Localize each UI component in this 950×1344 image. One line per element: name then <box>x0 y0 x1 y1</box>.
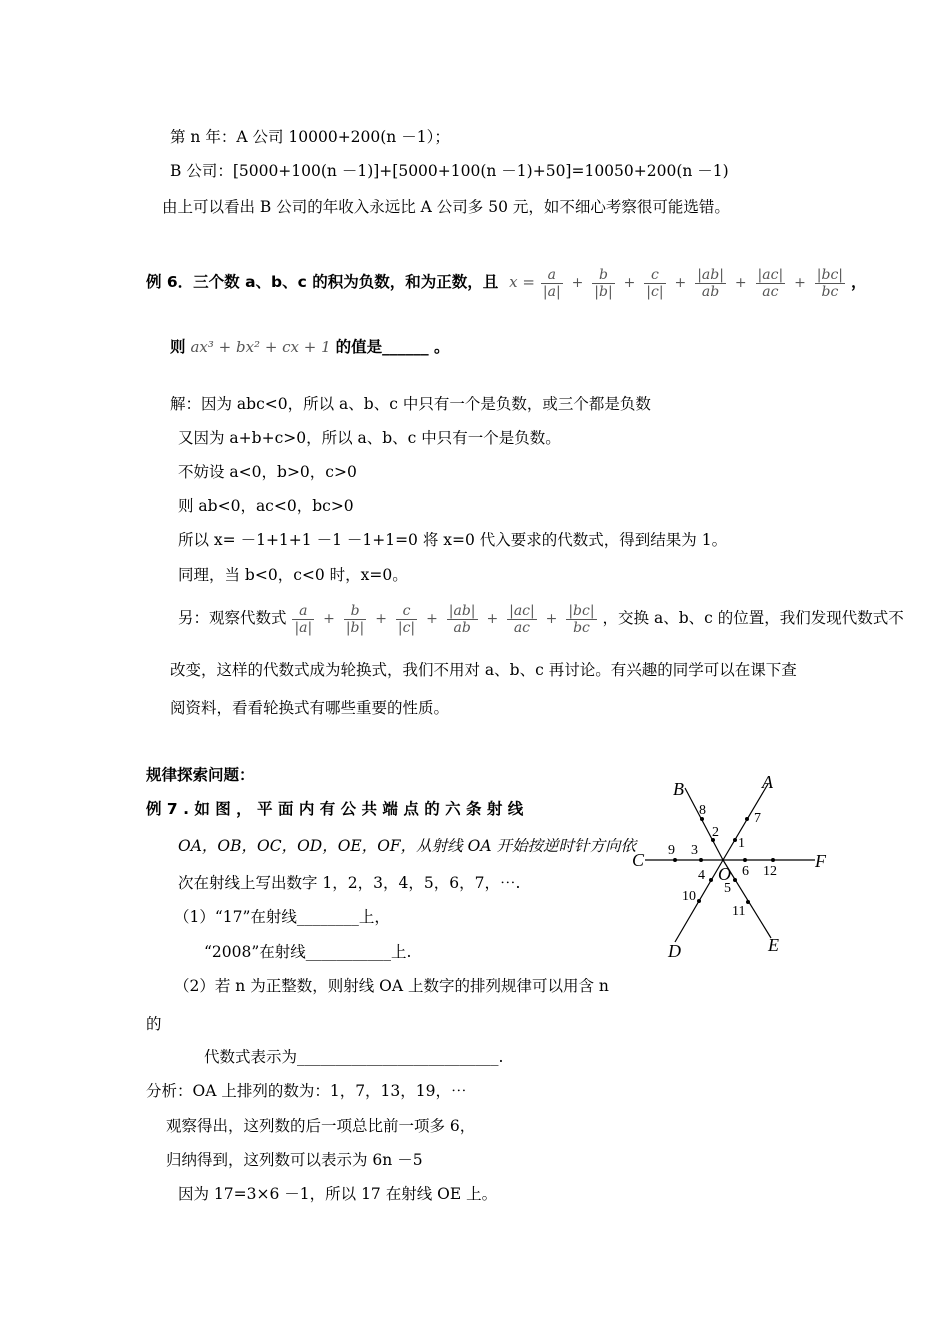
label-E: E <box>768 935 779 955</box>
example-6-title: 例 6．三个数 a、b、c 的积为负数，和为正数，且 <box>146 273 499 291</box>
solution-line-6: 同理，当 b<0，c<0 时，x=0。 <box>178 566 408 584</box>
question-2b: 的 <box>146 1015 162 1033</box>
fraction-2: $\frac{b}{|b|}$ <box>594 266 613 300</box>
solution-line-9: 阅资料，看看轮换式有哪些重要的性质。 <box>170 699 450 717</box>
intro-line-2: B 公司：[5000+100(n －1)]+[5000+100(n －1)+50]=10050+200(n －1) <box>170 162 729 180</box>
label-C: C <box>632 850 645 870</box>
analysis-line-1: 分析：OA 上排列的数为：1，7，13，19，⋯ <box>146 1082 467 1100</box>
num-6: 6 <box>742 864 749 879</box>
dot-5 <box>733 878 737 882</box>
dot-11 <box>746 900 750 904</box>
intro-line-3: 由上可以看出 B 公司的年收入永远比 A 公司多 50 元，如不细心考察很可能选错。 <box>162 198 730 216</box>
solution-line-5: 所以 x= －1+1+1 －1 －1+1=0 将 x=0 代入要求的代数式，得到结果为 1。 <box>178 531 728 549</box>
example-7-line-1: 例 7 . 如 图 ， 平 面 内 有 公 共 端 点 的 六 条 射 线 <box>146 800 524 818</box>
num-3: 3 <box>691 843 698 858</box>
intro-line-1: 第 n 年：A 公司 10000+200(n －1）； <box>170 128 450 146</box>
solution-line-8: 改变，这样的代数式成为轮换式，我们不用对 a、b、c 再讨论。有兴趣的同学可以在课下查 <box>170 661 797 679</box>
num-4: 4 <box>698 868 705 883</box>
num-1: 1 <box>738 836 745 851</box>
label-A: A <box>762 772 773 792</box>
fraction-5: $\frac{|ac|}{ac}$ <box>757 266 784 300</box>
dot-3 <box>699 858 703 862</box>
label-O: O <box>718 864 731 884</box>
fraction-1: $\frac{a}{|a|}$ <box>542 266 561 300</box>
analysis-line-4: 因为 17=3×6 －1，所以 17 在射线 OE 上。 <box>178 1185 498 1203</box>
num-5: 5 <box>724 881 731 896</box>
num-7: 7 <box>754 811 761 826</box>
dot-9 <box>673 858 677 862</box>
fraction-4: $\frac{|ab|}{ab}$ <box>697 266 724 300</box>
rays-figure <box>625 768 845 968</box>
polynomial: ax³ + bx² + cx + 1 <box>190 338 331 356</box>
num-10: 10 <box>682 889 696 904</box>
section-title: 规律探索问题： <box>146 766 255 784</box>
question-2a: （2）若 n 为正整数，则射线 OA 上数字的排列规律可以用含 n <box>174 977 609 995</box>
label-F: F <box>815 851 826 871</box>
dot-6 <box>743 858 747 862</box>
solution-line-4: 则 ab<0，ac<0，bc>0 <box>178 497 354 515</box>
num-12: 12 <box>763 864 777 879</box>
ray-OA <box>723 784 768 860</box>
dot-7 <box>745 817 749 821</box>
analysis-line-3: 归纳得到，这列数可以表示为 6n －5 <box>166 1151 423 1169</box>
question-2c: 代数式表示为__________________________. <box>204 1048 504 1066</box>
fraction-3: $\frac{c}{|c|}$ <box>646 266 664 300</box>
num-8: 8 <box>699 803 706 818</box>
num-9: 9 <box>668 843 675 858</box>
dot-10 <box>697 899 701 903</box>
question-1b: “2008”在射线___________上. <box>204 943 412 961</box>
dot-12 <box>771 858 775 862</box>
label-B: B <box>673 779 684 799</box>
analysis-line-2: 观察得出，这列数的后一项总比前一项多 6， <box>166 1117 476 1135</box>
label-D: D <box>668 941 681 961</box>
example-7-line-2: OA，OB，OC，OD，OE，OF，从射线 OA 开始按逆时针方向依 <box>178 837 636 855</box>
solution-line-2: 又因为 a+b+c>0，所以 a、b、c 中只有一个是负数。 <box>178 429 561 447</box>
num-2: 2 <box>712 825 719 840</box>
dot-1 <box>733 838 737 842</box>
question-1a: （1）“17”在射线________上， <box>174 908 390 926</box>
solution-line-1: 解：因为 abc<0，所以 a、b、c 中只有一个是负数，或三个都是负数 <box>170 395 651 413</box>
fraction-6: $\frac{|bc|}{bc}$ <box>816 266 844 300</box>
num-11: 11 <box>732 904 746 919</box>
dot-4 <box>709 878 713 882</box>
example-6-question: 则 ax³ + bx² + cx + 1 的值是______ 。 <box>170 338 450 356</box>
x-equals: x = <box>509 273 535 291</box>
solution-line-7: 另：观察代数式 $\frac{a}{|a|}$ + $\frac{b}{|b|}$ + $\frac{c}{|c|}$ + $\frac{|ab|}{ab}$ + $\frac{|ac|}{ac}$ + $\frac{|bc|}{bc}$ ，交换 a、b、c 的位置，我们发现代数式不 <box>178 602 904 636</box>
example-7-line-3: 次在射线上写出数字 1，2，3，4，5，6，7，⋯. <box>178 874 521 892</box>
example-6-heading: 例 6．三个数 a、b、c 的积为负数，和为正数，且 x = $\frac{a}{|a|}$ + $\frac{b}{|b|}$ + $\frac{c}{|c|}$ + $\frac{|ab|}{ab}$ + $\frac{|ac|}{ac}$ + $\frac{|bc|}{bc}$ ， <box>146 266 867 300</box>
solution-line-3: 不妨设 a<0，b>0，c>0 <box>178 463 357 481</box>
